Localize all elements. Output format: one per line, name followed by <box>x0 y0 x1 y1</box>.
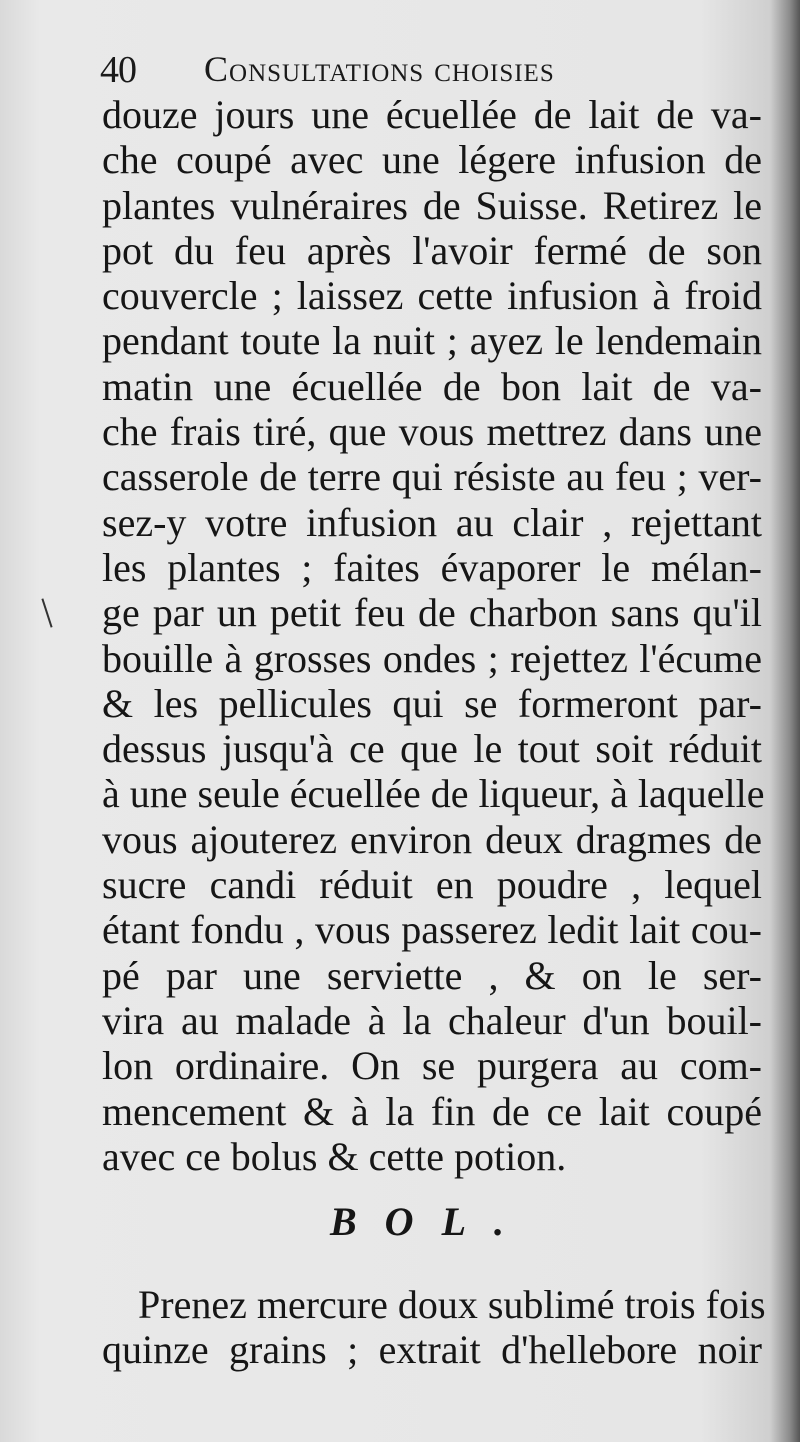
text-line: pé par une serviette , & on le ser- <box>102 952 762 998</box>
text-line: avec ce bolus & cette potion. <box>102 1133 567 1179</box>
text-line: mencement & à la fin de ce lait coupé <box>102 1088 762 1134</box>
text-line: les plantes ; faites évaporer le mélan- <box>102 544 762 590</box>
text-line: matin une écuellée de bon lait de va- <box>102 363 762 409</box>
text-line: pendant toute la nuit ; ayez le lendemain <box>102 318 762 364</box>
text-line: quinze grains ; extrait d'hellebore noir <box>102 1327 762 1373</box>
text-line: étant fondu , vous passerez ledit lait cou- <box>102 907 762 953</box>
paragraph-recipe <box>102 1282 766 1373</box>
text-line: che frais tiré, que vous mettrez dans une <box>102 409 762 455</box>
text-line: che coupé avec une légere infusion de <box>102 137 762 183</box>
paragraph-continued <box>102 92 765 1179</box>
text-line: vous ajouterez environ deux dragmes de <box>102 816 762 862</box>
text-line: vira au malade à la chaleur d'un bouil- <box>102 997 762 1043</box>
text-line: Prenez mercure doux sublimé trois fois <box>138 1282 766 1327</box>
text-line: plantes vulnéraires de Suisse. Retirez le <box>102 182 762 228</box>
text-line: ge par un petit feu de charbon sans qu'il <box>102 590 762 636</box>
text-line: lon ordinaire. On se purgera au com- <box>102 1043 762 1089</box>
text-line: casserole de terre qui résiste au feu ; ver- <box>102 454 762 500</box>
text-line: sez-y votre infusion au clair , rejettant <box>102 499 762 545</box>
text-line: pot du feu après l'avoir fermé de son <box>102 227 762 273</box>
text-line: à une seule écuellée de liqueur, à laquelle <box>102 771 765 817</box>
running-head <box>100 44 740 94</box>
running-title: Consultations choisies <box>204 49 555 89</box>
text-line: sucre candi réduit en poudre , lequel <box>102 862 762 908</box>
margin-mark <box>41 598 52 627</box>
text-line: & les pellicules qui se formeront par- <box>102 680 762 726</box>
text-line: couvercle ; laissez cette infusion à froid <box>102 273 762 319</box>
text-line: douze jours une écuellée de lait de va- <box>102 92 762 137</box>
page-number: 40 <box>100 49 136 91</box>
text-line: bouille à grosses ondes ; rejettez l'écume <box>102 635 762 681</box>
text-line: dessus jusqu'à ce que le tout soit réduit <box>102 726 762 772</box>
section-heading: BOL. <box>330 1199 532 1244</box>
